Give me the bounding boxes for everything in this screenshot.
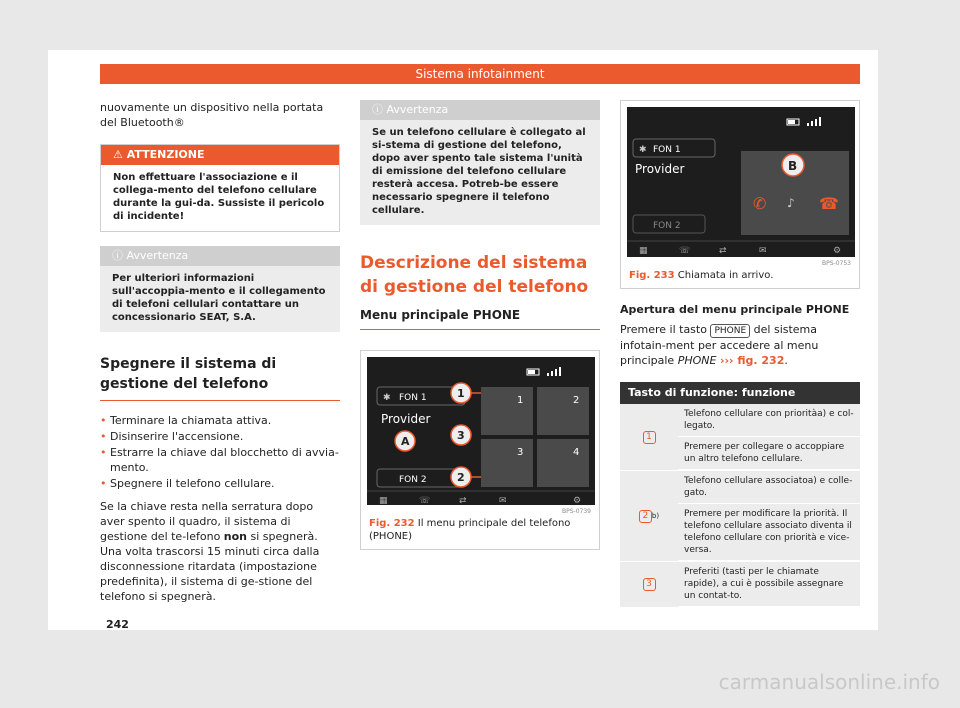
table-cell-text: Preferiti (tasti per le chiamate rapide), a cui è possibile assegnare un contat-to. [678,562,860,607]
tile-label: 4 [573,447,580,458]
fon2-label: FON 2 [653,221,681,231]
footnote-mark: b) [651,512,660,520]
calls-icon: ⇄ [459,496,467,505]
table-row [620,562,860,608]
figure-reference-link[interactable]: ››› fig. 232 [719,354,785,367]
key-badge: 3 [643,578,656,591]
note-title: Avvertenza [126,249,189,262]
favorite-tile [481,439,533,487]
figure-232 [360,350,600,550]
paragraph-part: si spegnerà. Una volta trascorsi 15 minuti circa dalla disconnessione ritardata (impostazione predefinita), il sistema di ge-stione del telefono si spegnerà. [100,530,320,603]
bullet-list [100,413,340,491]
table-cell-text: Telefono cellulare con prioritàa) e col-legato. [678,404,860,437]
accept-call-icon: ✆ [753,194,767,213]
svg-text:1: 1 [457,387,465,400]
key-badge: 1 [643,431,656,444]
table-cell-text: Premere per modificare la priorità. Il telefono cellulare associato diventa il telefono cellulare con priorità e vice-versa. [678,504,860,561]
table-desc-cell [678,404,860,470]
warning-header [101,145,339,165]
paragraph-italic: PHONE [677,354,717,367]
figure-code: BPS-0739 [562,508,591,515]
caption-text: Chiamata in arrivo. [677,270,774,281]
svg-text:3: 3 [457,429,465,442]
note-header [100,246,340,266]
list-item: • Spegnere il telefono cellulare. [100,476,340,491]
svg-text:A: A [401,435,410,448]
provider-label: Provider [381,412,431,426]
reject-call-icon: ☎ [819,194,839,213]
figure-233 [620,100,860,289]
list-item: • Estrarre la chiave dal blocchetto di avvia-mento. [100,445,340,475]
warning-box [100,144,340,232]
note-box [100,246,340,332]
page-number: 242 [106,618,129,631]
list-item: • Terminare la chiamata attiva. [100,413,340,428]
figure-code: BPS-0753 [822,260,851,267]
bluetooth-icon: ✱ [383,393,391,403]
table-key-cell [620,404,678,470]
incoming-call-screen [627,107,853,267]
paragraph-part: Se la chiave resta nella serratura dopo aver spento il quadro, il sistema di gestione del te-lefono [100,500,314,543]
svg-text:B: B [788,159,798,173]
favorite-tile [537,387,589,435]
info-icon: ⓘ [372,103,383,116]
message-icon: ✉ [499,496,507,505]
function-table [620,382,860,608]
intro-text: nuovamente un dispositivo nella portata del Bluetooth® [100,101,324,129]
note-text: Se un telefono cellulare è collegato al si-stema di gestione del telefono, dopo aver spento tale sistema l'unità di emissione del telefono cellulare resterà accesa. Potreb-be essere necessario spegnere il telefono cellulare. [372,127,586,216]
note-box [360,100,600,225]
note-text: Per ulteriori informazioni sull'accoppia-mento e il collegamento di telefoni cellulari contattare un concessionario SEAT, S.A. [112,273,326,323]
svg-text:2: 2 [457,471,465,484]
fon1-label: FON 1 [399,393,427,403]
warning-text: Non effettuare l'associazione e il collega-mento del telefono cellulare durante la gui-da. Sussiste il pericolo di incidente! [113,172,325,222]
body-paragraph: Premere il tasto PHONE del sistema infotain-ment per accedere al menu principale PHONE ››› fig. 232. [620,323,819,367]
favorite-tile [481,387,533,435]
incoming-call-illustration [627,107,855,257]
table-cell-text: Telefono cellulare associatoa) e colle-gato. [678,471,860,504]
phone-menu-illustration [367,357,595,505]
settings-icon: ⚙ [833,246,842,256]
manual-page [48,50,878,630]
mute-ring-icon: ♪ [787,196,795,210]
provider-label: Provider [635,162,685,176]
fon1-label: FON 1 [653,145,681,155]
message-icon: ✉ [759,246,767,256]
tile-label: 3 [517,447,524,458]
bluetooth-icon: ✱ [639,145,647,155]
warning-title: ATTENZIONE [126,148,205,161]
figure-number: Fig. 233 [629,270,675,281]
column-middle [360,100,600,550]
watermark: carmanualsonline.info [718,670,940,694]
column-right [620,100,860,608]
table-key-cell [620,471,678,561]
table-key-cell [620,562,678,607]
list-item: • Disinserire l'accensione. [100,429,340,444]
body-paragraph [100,499,340,604]
phone-menu-screen [367,357,593,515]
tile-label: 2 [573,395,580,406]
favorite-tile [537,439,589,487]
contacts-icon: ☏ [419,496,431,505]
section-title: Spegnere il sistema di gestione del telefono [100,354,340,401]
column-left [100,100,340,604]
info-icon: ⓘ [112,249,123,262]
table-cell-text: Premere per collegare o accoppiare un altro telefono cellulare. [678,437,860,470]
contacts-icon: ☏ [679,246,691,256]
paragraph-part: Premere il tasto [620,323,707,336]
keypad-icon: ▦ [379,496,388,505]
note-title: Avvertenza [386,103,449,116]
warning-triangle-icon: ⚠ [113,148,123,161]
phone-key: PHONE [710,324,750,338]
table-row [620,404,860,471]
table-row [620,471,860,562]
note-header [360,100,600,120]
figure-number: Fig. 232 [369,518,415,529]
subsection-title: Menu principale PHONE [360,307,600,330]
settings-icon: ⚙ [573,496,582,505]
page-header: Sistema infotainment [100,64,860,84]
key-badge: 2 [639,510,652,523]
calls-icon: ⇄ [719,246,727,256]
caption-text: Il menu principale del telefono (PHONE) [369,518,571,542]
table-desc-cell [678,562,860,607]
table-header: Tasto di funzione: funzione [620,382,860,404]
table-desc-cell [678,471,860,561]
paragraph-bold: non [223,530,248,543]
figure-caption [361,511,599,549]
tile-label: 1 [517,395,524,406]
paragraph-part: del sistema infotain-ment per accedere al menu principale [620,323,819,367]
keypad-icon: ▦ [639,246,648,256]
chapter-title: Descrizione del sistema di gestione del telefono [360,253,589,297]
subsection-title: Apertura del menu principale PHONE [620,303,850,316]
fon2-label: FON 2 [399,475,427,485]
